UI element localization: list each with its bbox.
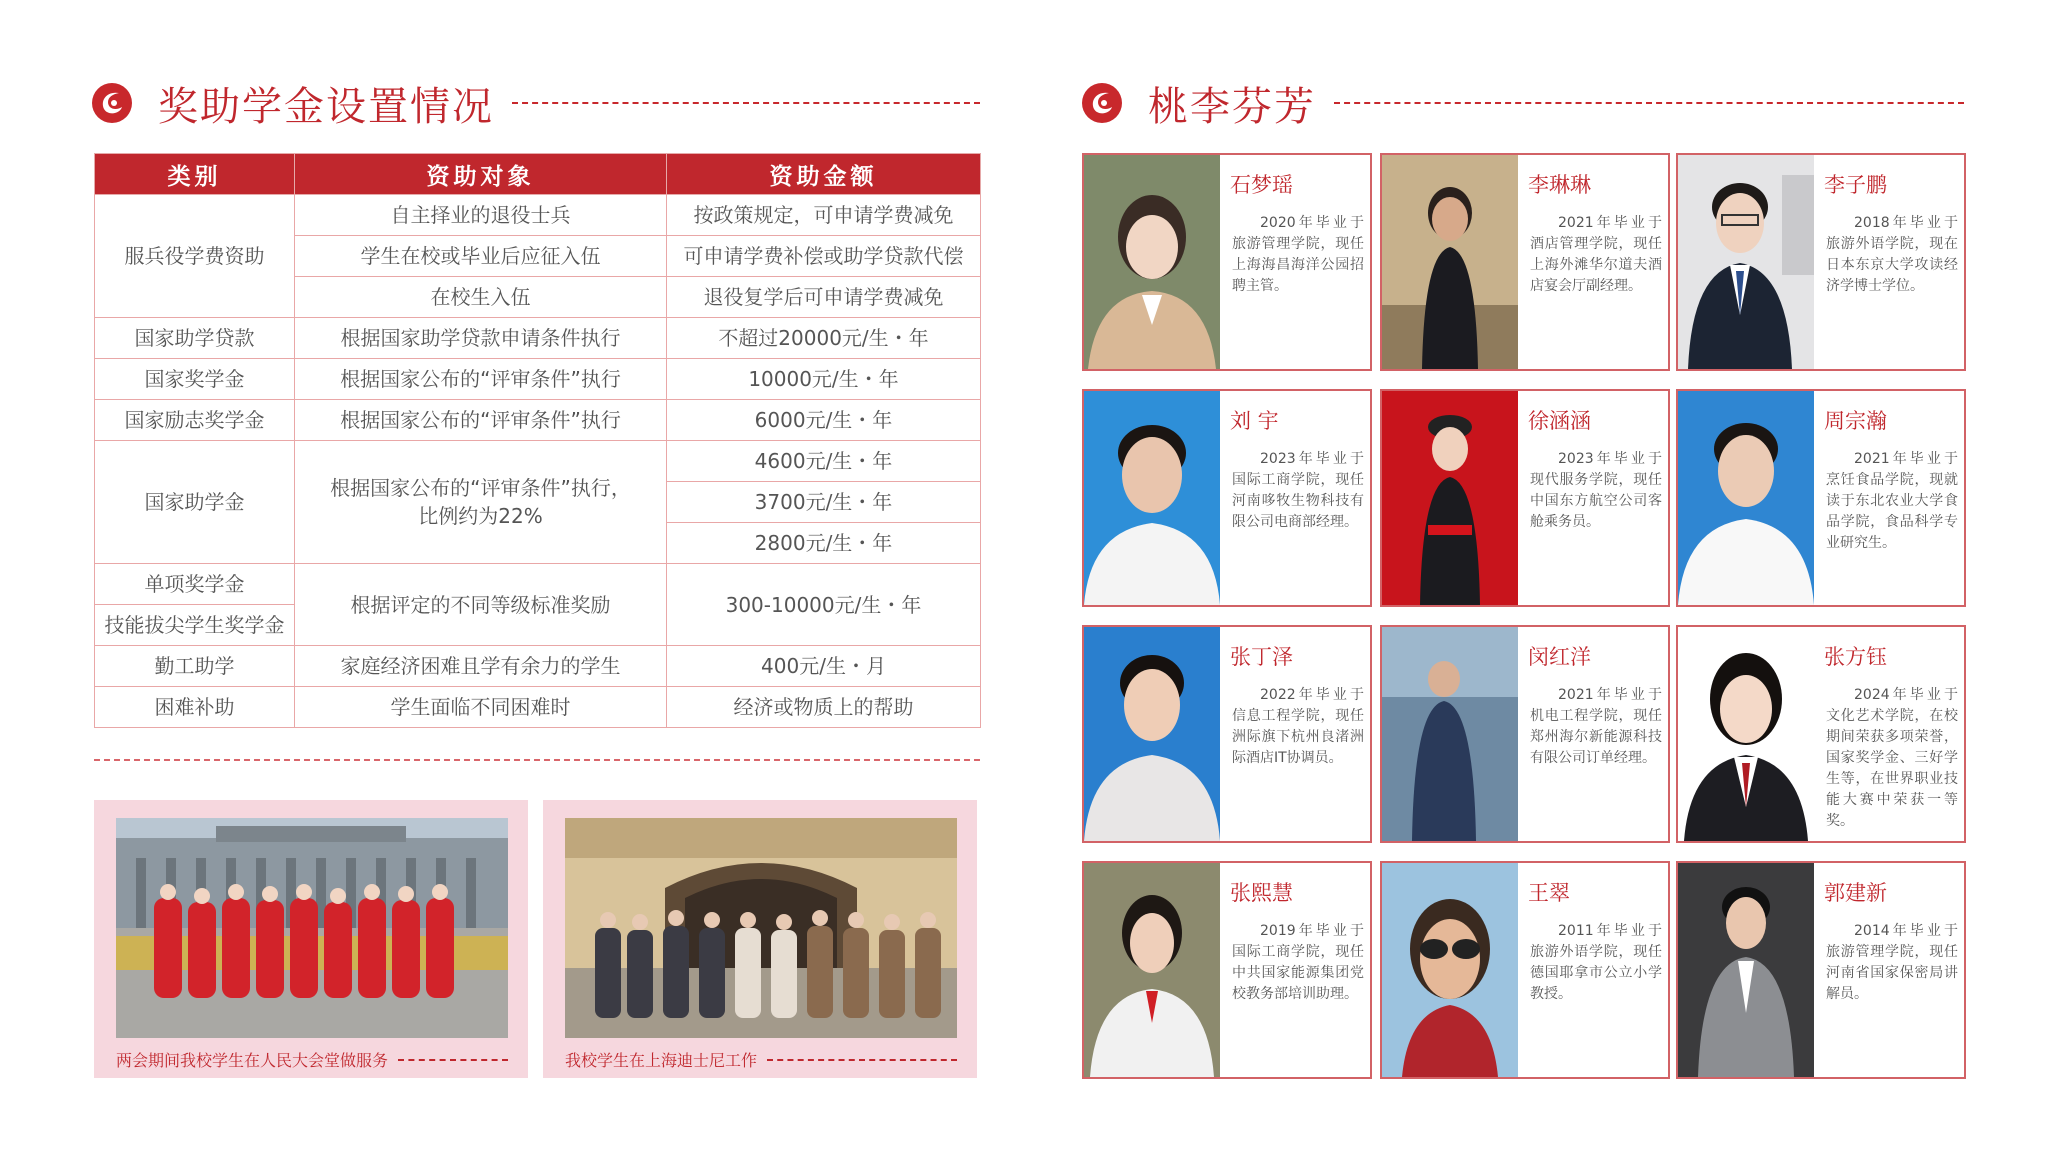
cell-amount: 4600元/生・年 [667,441,981,482]
cell-category: 国家励志奖学金 [95,400,295,441]
cell-category: 国家奖学金 [95,359,295,400]
alumni-desc: 2021年毕业于机电工程学院，现任郑州海尔新能源科技有限公司订单经理。 [1530,687,1662,766]
photo-disney [543,800,977,1078]
alumni-desc: 2011年毕业于旅游外语学院，现任德国耶拿市公立小学教授。 [1530,923,1662,1002]
cell-amount: 6000元/生・年 [667,400,981,441]
cell-target: 学生面临不同困难时 [295,687,667,728]
section-divider [94,759,980,761]
alumni-card [1082,861,1372,1079]
header-divider [512,102,980,104]
photo-caption [565,1048,957,1071]
alumni-card [1082,625,1372,843]
alumni-name: 徐涵涵 [1528,409,1591,433]
section-title: 奖助学金设置情况 [158,83,494,130]
great-hall-photo [116,818,508,1038]
cell-amount: 3700元/生・年 [667,482,981,523]
alumni-desc: 2024年毕业于文化艺术学院，在校期间荣获多项荣誉，国家奖学金、三好学生等，在世界职业技能大赛中荣获一等奖。 [1826,687,1958,829]
alumni-portrait [1382,627,1518,841]
alumni-desc: 2022年毕业于信息工程学院，现任洲际旗下杭州良渚洲际酒店IT协调员。 [1232,687,1364,766]
cell-amount: 经济或物质上的帮助 [667,687,981,728]
section-title: 桃李芬芳 [1148,83,1316,130]
section-header-alumni [1082,68,1964,138]
school-logo-icon [92,83,132,123]
alumni-name: 王翠 [1528,881,1570,905]
table-row [95,646,981,687]
cell-target: 根据国家公布的“评审条件”执行 [295,400,667,441]
alumni-card [1676,861,1966,1079]
cell-target: 根据国家公布的“评审条件”执行 [295,359,667,400]
alumni-portrait [1678,863,1814,1077]
header-target: 资助对象 [295,154,667,195]
alumni-desc: 2023年毕业于现代服务学院，现任中国东方航空公司客舱乘务员。 [1530,451,1662,530]
cell-target [295,441,667,564]
table-row [95,359,981,400]
cell-amount: 10000元/生・年 [667,359,981,400]
cell-target-line: 根据国家公布的“评审条件”执行， [330,476,631,500]
caption-divider [398,1059,508,1061]
alumni-portrait [1382,155,1518,369]
cell-category: 国家助学贷款 [95,318,295,359]
cell-category: 勤工助学 [95,646,295,687]
cell-target: 在校生入伍 [295,277,667,318]
cell-amount: 不超过20000元/生・年 [667,318,981,359]
cell-category: 困难补助 [95,687,295,728]
table-row [95,318,981,359]
disney-photo [565,818,957,1038]
table-row [95,195,981,236]
cell-amount: 300-10000元/生・年 [667,564,981,646]
photo-caption-text: 两会期间我校学生在人民大会堂做服务 [116,1051,389,1070]
cell-target: 根据国家助学贷款申请条件执行 [295,318,667,359]
alumni-desc: 2020年毕业于旅游管理学院，现任上海海昌海洋公园招聘主管。 [1232,215,1364,294]
alumni-portrait [1084,627,1220,841]
alumni-name: 闵红洋 [1528,645,1591,669]
alumni-name: 李琳琳 [1528,173,1591,197]
cell-target: 根据评定的不同等级标准奖励 [295,564,667,646]
scholarship-table [94,153,981,728]
alumni-portrait [1084,863,1220,1077]
cell-category: 服兵役学费资助 [95,195,295,318]
header-category: 类别 [95,154,295,195]
alumni-portrait [1084,391,1220,605]
cell-amount: 2800元/生・年 [667,523,981,564]
photo-great-hall [94,800,528,1078]
alumni-portrait [1382,863,1518,1077]
alumni-portrait [1084,155,1220,369]
alumni-desc: 2023年毕业于国际工商学院，现任河南哆牧生物科技有限公司电商部经理。 [1232,451,1364,530]
header-amount: 资助金额 [667,154,981,195]
header-divider [1334,102,1964,104]
cell-category: 技能拔尖学生奖学金 [95,605,295,646]
alumni-name: 周宗瀚 [1824,409,1887,433]
alumni-card [1082,153,1372,371]
cell-category: 单项奖学金 [95,564,295,605]
section-header-scholarship [92,68,980,138]
alumni-name: 张熙慧 [1230,881,1293,905]
alumni-name: 李子鹏 [1824,173,1887,197]
alumni-card [1676,625,1966,843]
alumni-name: 张丁泽 [1230,645,1293,669]
cell-target-line: 比例约为22% [418,504,543,528]
alumni-card [1380,389,1670,607]
cell-target: 家庭经济困难且学有余力的学生 [295,646,667,687]
photo-caption [116,1048,508,1071]
cell-target: 学生在校或毕业后应征入伍 [295,236,667,277]
alumni-portrait [1382,391,1518,605]
alumni-desc: 2021年毕业于酒店管理学院，现任上海外滩华尔道夫酒店宴会厅副经理。 [1530,215,1662,294]
cell-amount: 可申请学费补偿或助学贷款代偿 [667,236,981,277]
alumni-card [1676,389,1966,607]
alumni-portrait [1678,391,1814,605]
caption-divider [767,1059,957,1061]
alumni-card [1380,861,1670,1079]
alumni-name: 郭建新 [1824,881,1887,905]
alumni-name: 石梦瑶 [1230,173,1293,197]
alumni-portrait [1678,155,1814,369]
table-row [95,400,981,441]
cell-amount: 退役复学后可申请学费减免 [667,277,981,318]
cell-target: 自主择业的退役士兵 [295,195,667,236]
photo-caption-text: 我校学生在上海迪士尼工作 [565,1051,758,1070]
alumni-desc: 2019年毕业于国际工商学院，现任中共国家能源集团党校教务部培训助理。 [1232,923,1364,1002]
cell-amount: 按政策规定，可申请学费减免 [667,195,981,236]
alumni-card [1082,389,1372,607]
alumni-card [1676,153,1966,371]
alumni-card [1380,625,1670,843]
alumni-desc: 2018年毕业于旅游外语学院，现在日本东京大学攻读经济学博士学位。 [1826,215,1958,294]
alumni-desc: 2021年毕业于烹饪食品学院，现就读于东北农业大学食品学院，食品科学专业研究生。 [1826,451,1958,551]
table-row [95,441,981,482]
alumni-portrait [1678,627,1814,841]
alumni-name: 刘 宇 [1230,409,1279,433]
alumni-desc: 2014年毕业于旅游管理学院，现任河南省国家保密局讲解员。 [1826,923,1958,1002]
table-header-row [95,154,981,195]
school-logo-icon [1082,83,1122,123]
alumni-card [1380,153,1670,371]
table-row [95,564,981,605]
table-row [95,687,981,728]
cell-category: 国家助学金 [95,441,295,564]
cell-amount: 400元/生・月 [667,646,981,687]
alumni-name: 张方钰 [1824,645,1887,669]
